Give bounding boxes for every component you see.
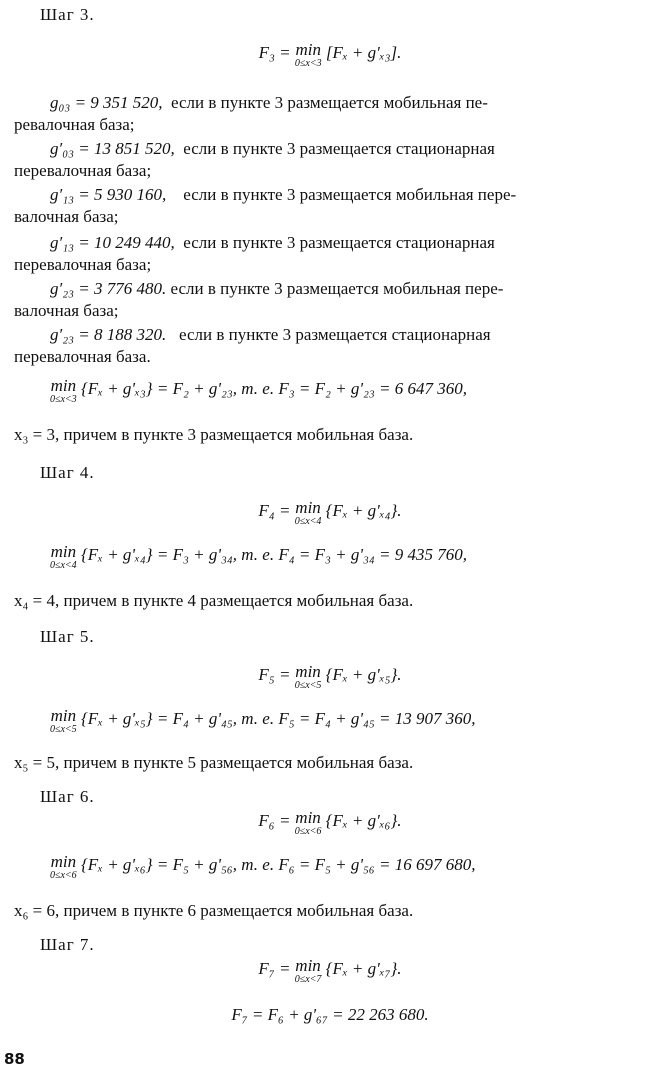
step3-conclusion: x₃ = 3, причем в пункте 3 размещается мобильная база. [14,425,414,444]
document-page [14,0,646,1076]
step3-item-6: g′₂₃ = 8 188 320. если в пункте 3 размещается стационарная [50,325,491,344]
step3-item-3-cont: валочная база; [14,207,119,226]
step7-header: Шаг 7. [40,935,95,954]
step6-conclusion: x₆ = 6, причем в пункте 6 размещается мобильная база. [14,901,414,920]
step3-item-1: g₀₃ = 9 351 520, если в пункте 3 размещается мобильная пе- [50,93,488,112]
step7-final: F₇ = F₆ + g'₆₇ = 22 263 680. [231,1005,429,1024]
step3-item-2-cont: перевалочная база; [14,161,152,180]
step3-item-2: g′₀₃ = 13 851 520, если в пункте 3 размещается стационарная [50,139,495,158]
step6-formula: F₆ = min 0≤x<6 {Fₓ + g'ₓ₆}. [258,810,402,837]
step3-formula: F₃ = min 0≤x<3 [Fₓ + g'ₓ₃]. [258,42,402,69]
step5-result: min 0≤x<5 {Fₓ + g'ₓ₅} = F₄ + g'₄₅, т. е. F₅ = F₄ + g'₄₅ = 13 907 360, [50,708,476,735]
step3-result: min 0≤x<3 {Fₓ + g'ₓ₃} = F₂ + g'₂₃, т. е. F₃ = F₂ + g'₂₃ = 6 647 360, [50,378,468,405]
step4-formula: F₄ = min 0≤x<4 {Fₓ + g'ₓ₄}. [258,500,402,527]
step5-formula: F₅ = min 0≤x<5 {Fₓ + g'ₓ₅}. [258,664,402,691]
step4-conclusion: x₄ = 4, причем в пункте 4 размещается мобильная база. [14,591,414,610]
step3-item-5-cont: валочная база; [14,301,119,320]
step3-item-4: g′₁₃ = 10 249 440, если в пункте 3 размещается стационарная [50,233,495,252]
step3-item-4-cont: перевалочная база; [14,255,152,274]
step4-result: min 0≤x<4 {Fₓ + g'ₓ₄} = F₃ + g'₃₄, т. е. F₄ = F₃ + g'₃₄ = 9 435 760, [50,544,468,571]
page-number: 88 [4,1050,25,1068]
step6-result: min 0≤x<6 {Fₓ + g'ₓ₆} = F₅ + g'₅₆, т. е. F₆ = F₅ + g'₅₆ = 16 697 680, [50,854,476,881]
step3-item-5: g′₂₃ = 3 776 480. если в пункте 3 размещается мобильная пере- [50,279,504,298]
step3-header: Шаг 3. [40,5,95,24]
step5-conclusion: x₅ = 5, причем в пункте 5 размещается мобильная база. [14,753,414,772]
step3-item-3: g′₁₃ = 5 930 160, если в пункте 3 размещается мобильная пере- [50,185,517,204]
step4-header: Шаг 4. [40,463,95,482]
step5-header: Шаг 5. [40,627,95,646]
step6-header: Шаг 6. [40,787,95,806]
step7-formula: F₇ = min 0≤x<7 {Fₓ + g'ₓ₇}. [258,958,402,985]
step3-item-6-cont: перевалочная база. [14,347,151,366]
step3-item-1-cont: ревалочная база; [14,115,135,134]
